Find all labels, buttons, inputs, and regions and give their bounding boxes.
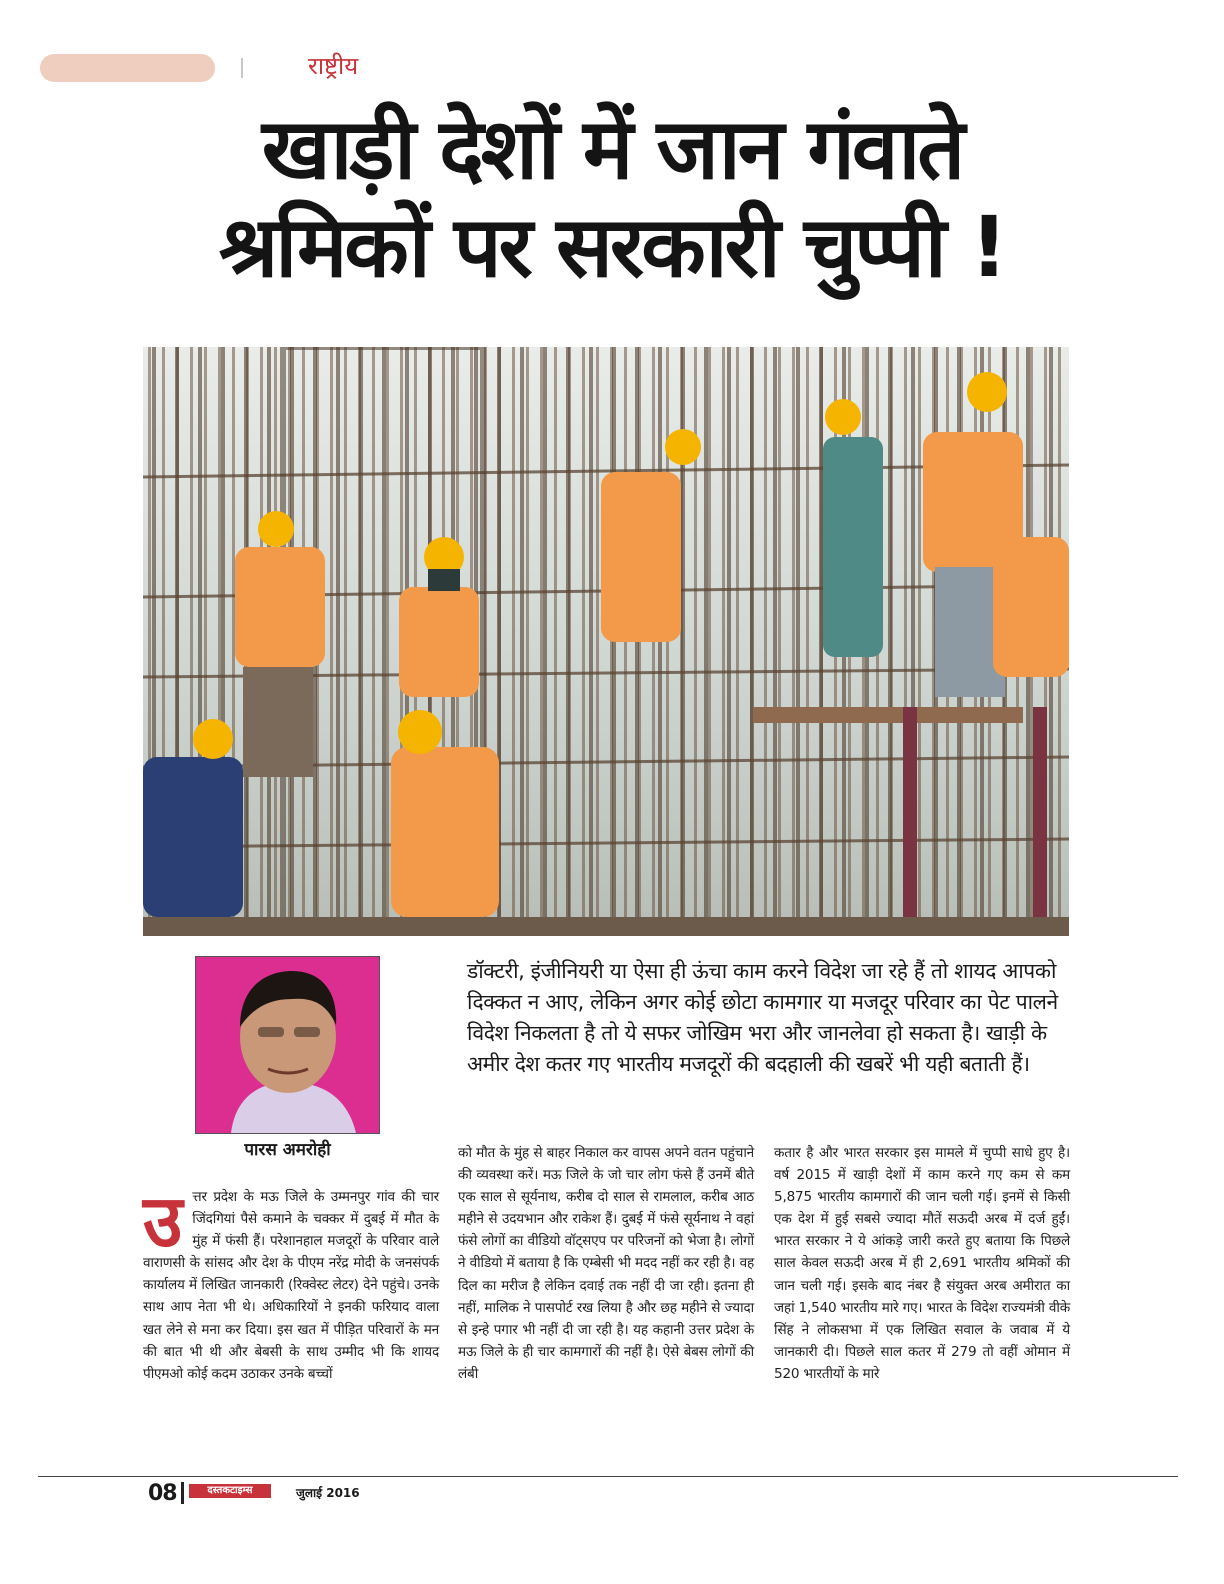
section-divider (241, 58, 243, 78)
drop-cap: उ (143, 1178, 183, 1263)
article-column-3: कतार है और भारत सरकार इस मामले में चुप्पी साधे हुए है। वर्ष 2015 में खाड़ी देशों में काम करने गए कम से कम 5,875 भारतीय कामगारों की जान चली गई। इनमें से किसी एक देश में हुई सबसे ज्यादा मौतें सऊदी अरब में दर्ज हुईं। भारत सरकार ने ये आंकड़े जारी करते हुए बताया कि पिछले साल केवल सऊदी अरब में ही 2,691 भारतीय श्रमिकों की जान चली गई। इसके बाद नंबर है संयुक्त अरब अमीरात का जहां 1,540 भारतीय मारे गए। भारत के विदेश राज्यमंत्री वीके सिंह ने लोकसभा में एक लिखित सवाल के जवाब में ये जानकारी दी। पिछले साल कतर में 279 तो वहीं ओमान में 520 भारतीयों के मारे (774, 1145, 1070, 1382)
article-column-2: को मौत के मुंह से बाहर निकाल कर वापस अपने वतन पहुंचाने की व्यवस्था करें। मऊ जिले के जो चार लोग फंसे हैं उनमें बीते एक साल से सूर्यनाथ, करीब दो साल से रामलाल, करीब आठ महीने से उदयभान और राकेश हैं। दुबई में फंसे सूर्यनाथ ने वहां फंसे लोगों का वीडियो वॉट्सएप पर परिजनों को भेजा है। लोगों ने वीडियो में बताया है कि एम्बेसी भी मदद नहीं कर रही है। वह दिल का मरीज है लेकिन दवाई तक नहीं दी जा रही। इतना ही नहीं, मालिक ने पासपोर्ट रख लिया है और छह महीने से ज्यादा से इन्हे पगार भी नहीं दी जा रही है। यह कहानी उत्तर प्रदेश के मऊ जिले के ही चार कामगारों की नहीं है। ऐसे बेबस लोगों की लंबी (458, 1145, 754, 1382)
section-tab-pill (40, 54, 215, 82)
footer-rule (38, 1476, 1178, 1477)
section-label: राष्ट्रीय (308, 52, 359, 80)
footer-divider (181, 1482, 184, 1504)
page-title (60, 100, 1164, 296)
construction-workers-photo (143, 347, 1069, 936)
article-column-1-text: त्तर प्रदेश के मऊ जिले के उम्मनपुर गांव की चार जिंदगियां पैसे कमाने के चक्कर में दुबई में मौत के मुंह में फंसी हैं। परेशानहाल मजदूरों के परिवार वाले वाराणसी के सांसद और देश के पीएम नरेंद्र मोदी के जनसंपर्क कार्यालय में लिखित जानकारी (रिक्वेस्ट लेटर) देने पहुंचे। उनके साथ आप नेता भी थे। अधिकारियों ने इनकी फरियाद वाला खत लेने से मना कर दिया। इस खत में पीड़ित परिवारों के मन की बात भी थी और बेबसी के साथ उम्मीद भी कि शायद पीएमओ कोई कदम उठाकर उनके बच्चों (143, 1189, 439, 1382)
issue-date: जुलाई 2016 (296, 1486, 360, 1500)
article-column-1 (143, 1178, 439, 1385)
author-name: पारस अमरोही (244, 1140, 331, 1160)
author-portrait (195, 956, 380, 1134)
headline-line-2: श्रमिकों पर सरकारी चुप्पी ! (218, 198, 1006, 296)
headline-line-1: खाड़ी देशों में जान गंवाते (261, 100, 963, 198)
page-number: 08 (148, 1481, 177, 1506)
article-standfirst: डॉक्टरी, इंजीनियरी या ऐसा ही ऊंचा काम करने विदेश जा रहे हैं तो शायद आपको दिक्कत न आए, लेकिन अगर कोई छोटा कामगार या मजदूर परिवार का पेट पालने विदेश निकलता है तो ये सफर जोखिम भरा और जानलेवा हो सकता है। खाड़ी के अमीर देश कतर गए भारतीय मजदूरों की बदहाली की खबरें भी यही बताती हैं। (467, 959, 1058, 1076)
publication-logo: दस्तकटाइम्स (189, 1484, 271, 1498)
